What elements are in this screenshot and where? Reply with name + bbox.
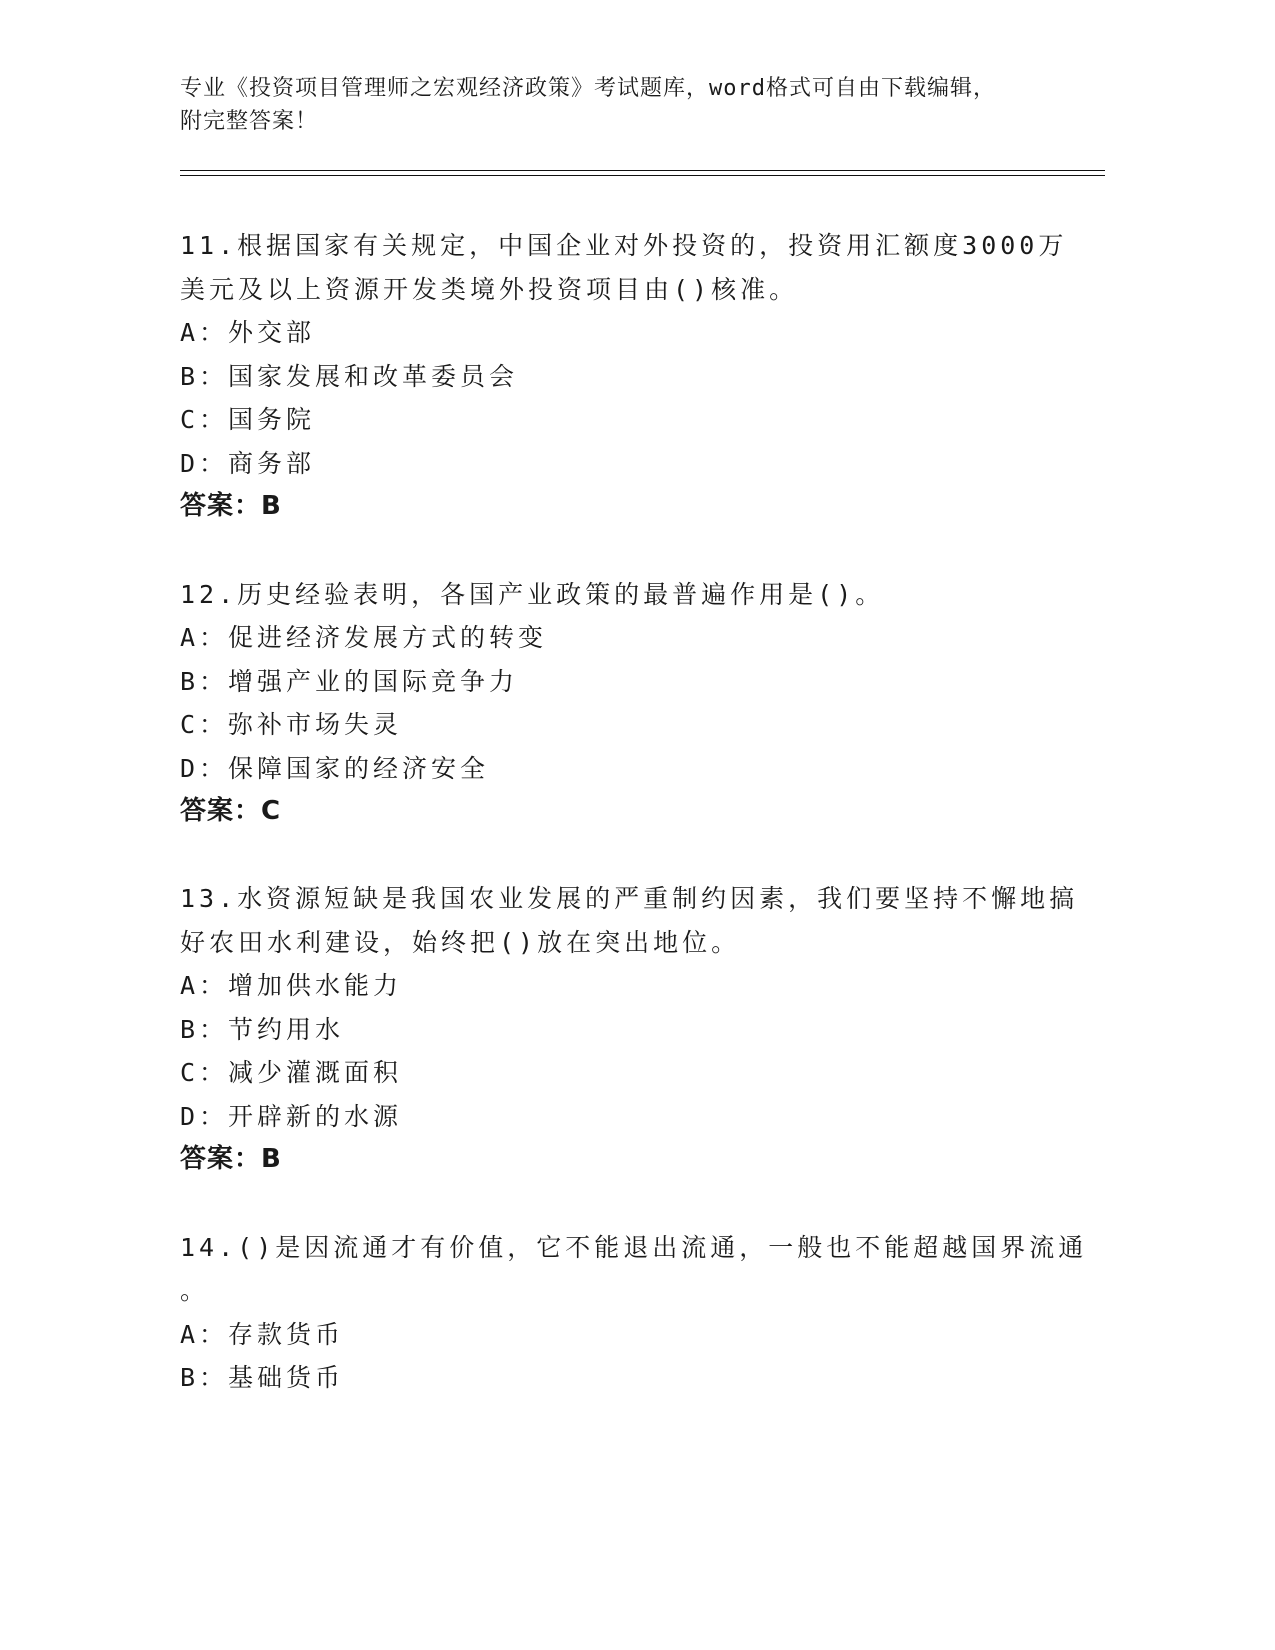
question-12-option-a: A：促进经济发展方式的转变: [180, 623, 548, 652]
question-11-stem-line-2: 美元及以上资源开发类境外投资项目由()核准。: [180, 275, 799, 304]
question-11-stem-line-1: 11.根据国家有关规定，中国企业对外投资的，投资用汇额度3000万: [180, 231, 1068, 260]
question-11-option-d: D：商务部: [180, 449, 316, 478]
question-13-stem-line-1: 13.水资源短缺是我国农业发展的严重制约因素，我们要坚持不懈地搞: [180, 884, 1079, 913]
header-line-2: 附完整答案！: [180, 109, 319, 134]
header-rule-bottom: [180, 175, 1105, 176]
question-11-option-c: C：国务院: [180, 405, 316, 434]
question-12-option-c: C：弥补市场失灵: [180, 710, 403, 739]
question-13-option-c: C：减少灌溉面积: [180, 1058, 403, 1087]
question-13-stem-line-2: 好农田水利建设，始终把()放在突出地位。: [180, 928, 741, 957]
document-header: [180, 72, 1120, 138]
header-line-1: 专业《投资项目管理师之宏观经济政策》考试题库，word格式可自由下载编辑，: [180, 76, 996, 101]
question-13-answer: 答案：B: [180, 1144, 282, 1174]
question-13-option-a: A：增加供水能力: [180, 971, 403, 1000]
question-14-stem-line-2: 。: [180, 1276, 210, 1305]
question-14-option-b: B：基础货币: [180, 1363, 345, 1392]
question-14-option-a: A：存款货币: [180, 1320, 345, 1349]
question-11-option-a: A：外交部: [180, 318, 316, 347]
question-12-stem-line-1: 12.历史经验表明，各国产业政策的最普遍作用是()。: [180, 580, 885, 609]
header-rule-top: [180, 170, 1105, 171]
question-11-answer: 答案：B: [180, 491, 282, 521]
question-12-option-d: D：保障国家的经济安全: [180, 754, 490, 783]
question-13-option-d: D：开辟新的水源: [180, 1102, 403, 1131]
question-12-option-b: B：增强产业的国际竞争力: [180, 667, 519, 696]
question-11-option-b: B：国家发展和改革委员会: [180, 362, 519, 391]
question-12-answer: 答案：C: [180, 796, 282, 826]
question-13-option-b: B：节约用水: [180, 1015, 345, 1044]
question-14-stem-line-1: 14.()是因流通才有价值，它不能退出流通，一般也不能超越国界流通: [180, 1233, 1088, 1262]
